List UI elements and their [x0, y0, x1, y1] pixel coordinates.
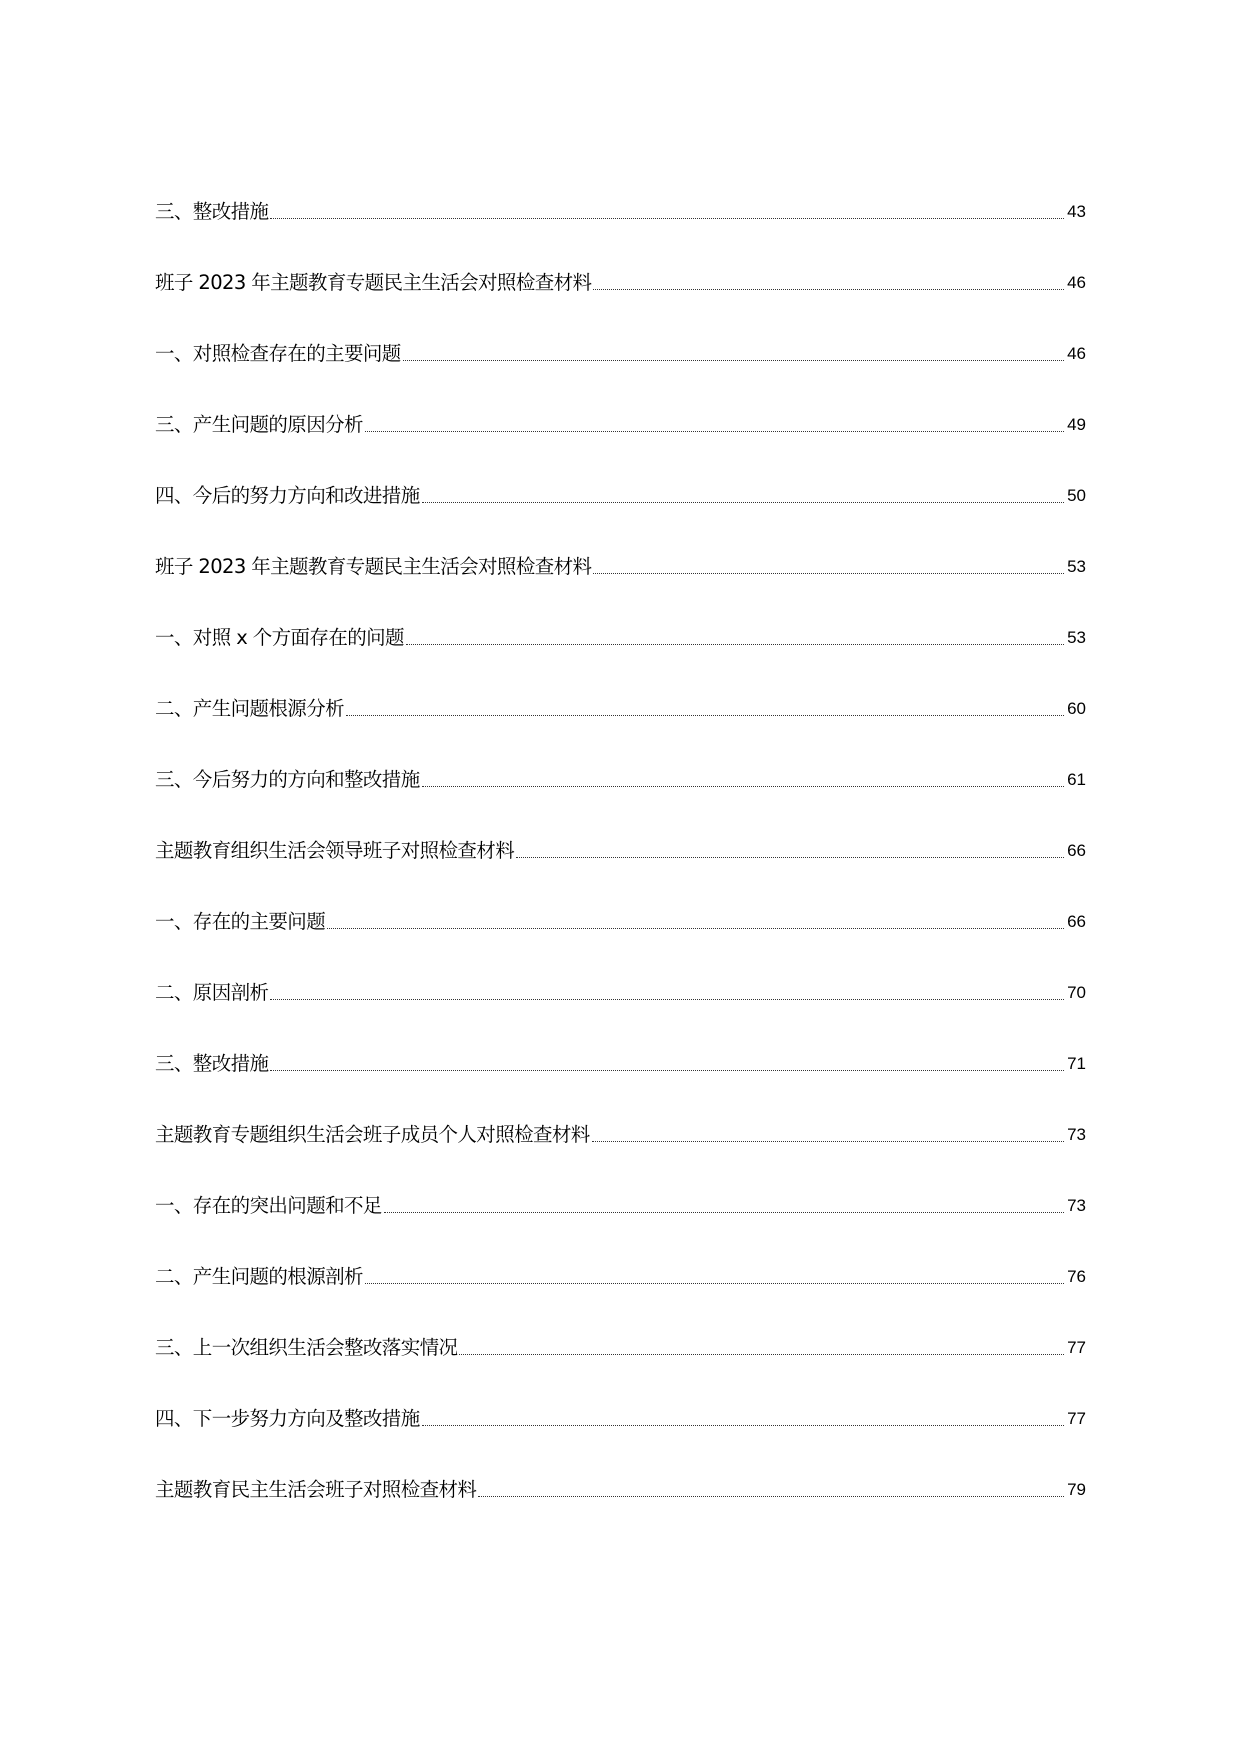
toc-entry[interactable]	[155, 1290, 1086, 1361]
toc-entry[interactable]	[155, 651, 1086, 722]
toc-entry-title: 二、原因剖析	[155, 981, 269, 1004]
toc-entry[interactable]	[155, 1148, 1086, 1219]
toc-entry-title: 三、上一次组织生活会整改落实情况	[155, 1336, 458, 1359]
toc-dot-leader	[593, 289, 1064, 290]
toc-entry-title: 二、产生问题根源分析	[155, 697, 345, 720]
toc-entry[interactable]	[155, 367, 1086, 438]
toc-entry[interactable]	[155, 864, 1086, 935]
toc-page-number: 53	[1067, 557, 1086, 576]
toc-page-number: 43	[1067, 202, 1086, 221]
toc-dot-leader	[270, 999, 1064, 1000]
toc-entry[interactable]	[155, 1432, 1086, 1503]
toc-entry[interactable]	[155, 296, 1086, 367]
toc-page-number: 73	[1067, 1196, 1086, 1215]
toc-dot-leader	[516, 857, 1064, 858]
toc-page-number: 66	[1067, 912, 1086, 931]
toc-entry[interactable]	[155, 225, 1086, 296]
toc-page-number: 70	[1067, 983, 1086, 1002]
toc-entry[interactable]	[155, 580, 1086, 651]
toc-dot-leader	[365, 431, 1064, 432]
toc-entry-title: 三、整改措施	[155, 1052, 269, 1075]
toc-page-number: 46	[1067, 344, 1086, 363]
toc-dot-leader	[346, 715, 1064, 716]
table-of-contents	[155, 199, 1086, 1503]
toc-page-number: 53	[1067, 628, 1086, 647]
toc-entry[interactable]	[155, 935, 1086, 1006]
toc-entry-title: 四、下一步努力方向及整改措施	[155, 1407, 420, 1430]
toc-page-number: 77	[1067, 1409, 1086, 1428]
toc-entry-title: 主题教育专题组织生活会班子成员个人对照检查材料	[155, 1123, 590, 1146]
toc-dot-leader	[422, 786, 1064, 787]
toc-dot-leader	[403, 360, 1064, 361]
toc-entry-title: 主题教育组织生活会领导班子对照检查材料	[155, 839, 515, 862]
toc-entry-title: 三、整改措施	[155, 200, 269, 223]
toc-entry-title: 一、对照 x 个方面存在的问题	[155, 626, 404, 649]
toc-page-number: 50	[1067, 486, 1086, 505]
toc-entry[interactable]	[155, 793, 1086, 864]
toc-dot-leader	[327, 928, 1064, 929]
toc-entry-title: 班子 2023 年主题教育专题民主生活会对照检查材料	[155, 271, 592, 294]
toc-entry-title: 一、存在的主要问题	[155, 910, 326, 933]
toc-entry-title: 四、今后的努力方向和改进措施	[155, 484, 420, 507]
toc-page-number: 73	[1067, 1125, 1086, 1144]
toc-dot-leader	[459, 1354, 1064, 1355]
toc-entry[interactable]	[155, 1219, 1086, 1290]
toc-entry-title: 三、产生问题的原因分析	[155, 413, 363, 436]
toc-entry-title: 班子 2023 年主题教育专题民主生活会对照检查材料	[155, 555, 592, 578]
toc-entry-title: 二、产生问题的根源剖析	[155, 1265, 363, 1288]
toc-entry[interactable]	[155, 1077, 1086, 1148]
toc-dot-leader	[270, 218, 1064, 219]
toc-entry[interactable]	[155, 1361, 1086, 1432]
toc-dot-leader	[384, 1212, 1064, 1213]
toc-dot-leader	[422, 502, 1064, 503]
toc-entry[interactable]	[155, 438, 1086, 509]
toc-page-number: 71	[1067, 1054, 1086, 1073]
toc-dot-leader	[593, 573, 1064, 574]
toc-dot-leader	[406, 644, 1064, 645]
toc-dot-leader	[478, 1496, 1064, 1497]
toc-page-number: 76	[1067, 1267, 1086, 1286]
toc-entry[interactable]	[155, 199, 1086, 225]
toc-page-number: 46	[1067, 273, 1086, 292]
toc-entry[interactable]	[155, 509, 1086, 580]
toc-page-number: 77	[1067, 1338, 1086, 1357]
toc-page-number: 60	[1067, 699, 1086, 718]
toc-page-number: 61	[1067, 770, 1086, 789]
toc-entry-title: 三、今后努力的方向和整改措施	[155, 768, 420, 791]
toc-entry[interactable]	[155, 1006, 1086, 1077]
toc-dot-leader	[365, 1283, 1064, 1284]
toc-entry-title: 主题教育民主生活会班子对照检查材料	[155, 1478, 477, 1501]
toc-entry-title: 一、存在的突出问题和不足	[155, 1194, 382, 1217]
toc-dot-leader	[592, 1141, 1064, 1142]
toc-dot-leader	[422, 1425, 1064, 1426]
toc-page-number: 79	[1067, 1480, 1086, 1499]
toc-dot-leader	[270, 1070, 1064, 1071]
toc-entry[interactable]	[155, 722, 1086, 793]
toc-page-number: 66	[1067, 841, 1086, 860]
toc-page-number: 49	[1067, 415, 1086, 434]
toc-entry-title: 一、对照检查存在的主要问题	[155, 342, 401, 365]
